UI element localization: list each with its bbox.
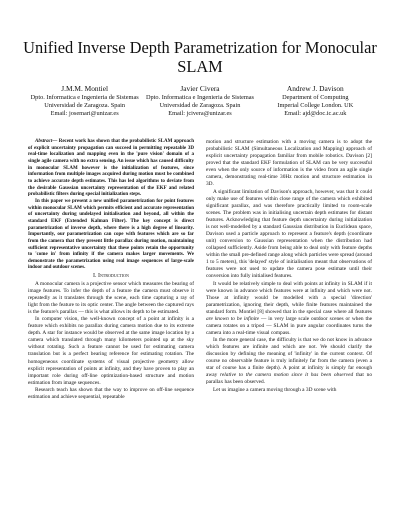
section-heading-introduction: I. Introduction	[93, 273, 129, 280]
text-span: — in very large scale outdoor scenes or when the camera rotates on a tripod — SLAM in pure angular coordinates turns the camera into a real-time visual compass.	[206, 315, 372, 336]
author-email: Email: jcivera@unizar.es	[168, 109, 232, 117]
abstract-label: Abstract	[35, 139, 53, 144]
abstract-text-1: — Recent work has shown that the probabilistic SLAM approach of explicit uncertainty propagation can succeed in permitting repeatable 3D real-time localization and mapping even in the 'pure vision' domain of a single agile camera with no extra sensing. An issue which has caused difficulty in monocular SLAM however is the initialization of features, since information from multiple images acquired during motion must be combined to achieve accurate depth estimates. This has led algorithms to deviate from the desirable Gaussian uncertainty representation of the EKF and related probabilistic filters during special initialization steps.	[28, 139, 194, 198]
author-block	[27, 84, 373, 118]
intro-paragraph-1: A monocular camera is a projective sensor which measures the bearing of image features. To infer the depth of a feature the camera must observe it repeatedly as it translates through the scene, each time capturing a ray of light from the feature to its optic center. The angle between the captured rays is the feature's parallax — this is what allows its depth to be estimated.	[28, 280, 194, 315]
author-affiliation: Dpto. Informatica e Ingenieria de Sistemas	[145, 93, 255, 101]
left-column	[28, 139, 194, 401]
author-institution: Imperial College London. UK	[277, 101, 354, 109]
author-name: Javier Civera	[180, 84, 220, 93]
emphasis-text: relative to the camera motion since it has been observed	[220, 372, 354, 379]
abstract-paragraph-1	[28, 139, 194, 199]
author-institution: Universidad de Zaragoza. Spain	[159, 101, 241, 109]
author-institution: Universidad de Zaragoza. Spain	[44, 101, 126, 109]
author-email: Email: ajd@doc.ic.ac.uk	[284, 109, 347, 117]
author-affiliation: Dpto. Informatica e Ingenieria de Sistemas	[30, 93, 139, 101]
intro-paragraph-infinity	[206, 281, 372, 337]
intro-paragraph-camera: Let us imagine a camera moving through a 3D scene with	[213, 386, 337, 393]
text-span: that no parallax has been observed.	[206, 372, 373, 386]
author-name: J.M.M. Montiel	[61, 84, 109, 93]
intro-paragraph-general-case	[206, 337, 372, 386]
abstract-paragraph-2: In this paper we present a new unified parametrization for point features within monocular SLAM which permits efficient and accurate representation of uncertainty during undelayed initialisation and beyond, all within the standard EKF (Extended Kalman Filter). The key concept is direct parametrization of inverse depth, where there is a high degree of linearity. Importantly, our parametrization can cope with features which are so far from the camera that they present little parallax during motion, maintaining sufficient representative uncertainty that these points retain the opportunity to 'come in' from infinity if the camera makes larger movements. We demonstrate the parametrization using real image sequences of large-scale indoor and outdoor scenes.	[28, 198, 194, 271]
text-span: In the more general case, the difficulty is that we do not know in advance which features are infinite and which are not. We should clarify the discussion by defining the meaning of 'infinity' in the current context. Of course no observable feature is truly infinitely far from the camera (even a star of course has a finite depth). A point at infinity is simply far enough away	[206, 337, 372, 379]
intro-paragraph-davison: A significant limitation of Davison's approach, however, was that it could only make use of features within close range of the camera which exhibited significant parallax, and was therefore practically limited to room-scale scenes. The problem was in initialising uncertain depth estimates for distant features. Acknowledging that feature depth uncertainty during initialization is not well-modelled by a standard Gaussian distribution in Euclidean space, Davison used a particle approach to represent a feature's depth (coordinate unit) conversion to Gaussian representation when the distribution had collapsed sufficiently. Aside from being able to deal only with feature depths within the small pre-defined range along which particles were spread (around 1 to 5 meters), this 'delayed' style of initialisation meant that observations of features were not used to update the camera pose estimate until their conversion into fully initialised features.	[206, 188, 372, 280]
author-3	[258, 84, 373, 118]
paper-title: Unified Inverse Depth Parametrization for Monocular SLAM	[23, 38, 377, 76]
author-2	[142, 84, 257, 118]
text-span: It would be relatively simple to deal with points at infinity in SLAM if it were known in advance which features were at infinity and which were not. Those at infinity would be modelled with a special 'direction' parametrization, ignoring their depth, while finite features maintained the standard form. Montiel [8] showed that in the special case where all features	[206, 280, 372, 315]
right-column	[206, 139, 372, 394]
author-1	[27, 84, 142, 118]
emphasis-text: are known to be infinite	[206, 315, 260, 322]
intro-paragraph-2: In computer vision, the well-known concept of a point at infinity is a feature which exhibits no parallax during camera motion due to its extreme depth. A star for instance would be observed at the same image location by a camera which translated through many kilometers pointed up at the sky without rotating. Such a feature cannot be used for estimating camera translation but is a perfect bearing reference for estimating rotation. The homogeneous coordinate systems of visual projective geometry allow explicit representation of points at infinity, and they have proven to play an important role during off-line optimization-based structure and motion estimation from image sequences.	[28, 316, 194, 386]
author-email: Email: josemari@unizar.es	[50, 109, 119, 117]
intro-paragraph-3: Research teach has shown that the way to improve on off-line sequence estimation and achieve sequential, repeatable	[28, 387, 194, 401]
intro-paragraph-continued: motion and structure estimation with a moving camera is to adopt the probabilistic SLAM (Simultaneous Localization and Mapping) approach of explicit uncertainty propagation familiar from mobile robotics. Davison [2] proved that the standard EKF formulation of SLAM can be very successful even when the only source of information is the video from an agile single camera, demonstrating real-time 30Hz motion and structure estimation in 3D.	[206, 139, 372, 188]
author-affiliation: Department of Computing	[282, 93, 349, 101]
author-name: Andrew J. Davison	[286, 84, 344, 93]
